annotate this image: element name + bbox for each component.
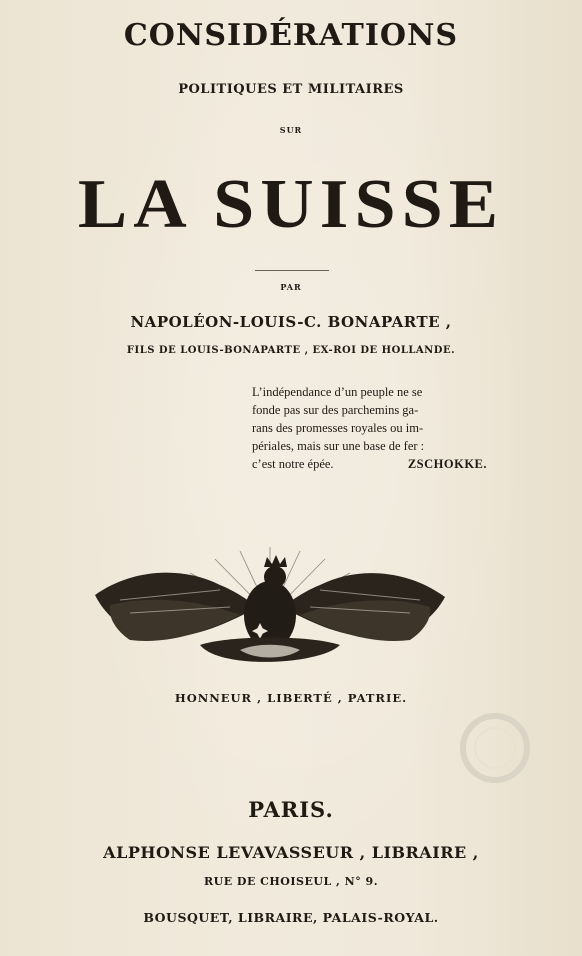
imprint-city: PARIS. [248,797,334,822]
divider-rule [255,270,329,271]
title-line-2: POLITIQUES ET MILITAIRES [178,82,404,97]
epigraph-line: c’est notre épée. [252,457,334,471]
library-stamp-icon [455,708,535,788]
imprint-address: RUE DE CHOISEUL , N° 9. [203,875,379,888]
title-preposition: SUR [279,125,303,135]
imprint-publisher: ALPHONSE LEVAVASSEUR , LIBRAIRE , [103,843,479,862]
title-line-1: CONSIDÉRATIONS [123,18,459,53]
author-name: NAPOLÉON-LOUIS-C. BONAPARTE , [130,313,452,331]
epigraph-attribution: ZSCHOKKE. [407,457,487,471]
epigraph [252,383,487,473]
motto: HONNEUR , LIBERTÉ , PATRIE. [174,691,408,705]
main-title: LA SUISSE [77,165,505,243]
epigraph-line: fonde pas sur des parchemins ga- [252,403,419,417]
imprint-second-bookseller: BOUSQUET, LIBRAIRE, PALAIS-ROYAL. [143,910,439,925]
crowned-eagle-vignette-icon [90,545,450,675]
epigraph-line: L’indépendance d’un peuple ne se [252,385,423,399]
author-description: FILS DE LOUIS-BONAPARTE , EX-ROI DE HOLLANDE. [126,345,456,356]
by-label: PAR [280,282,302,292]
epigraph-line: rans des promesses royales ou im- [252,421,424,435]
epigraph-last-line [252,455,487,473]
epigraph-line: périales, mais sur une base de fer : [252,439,425,453]
